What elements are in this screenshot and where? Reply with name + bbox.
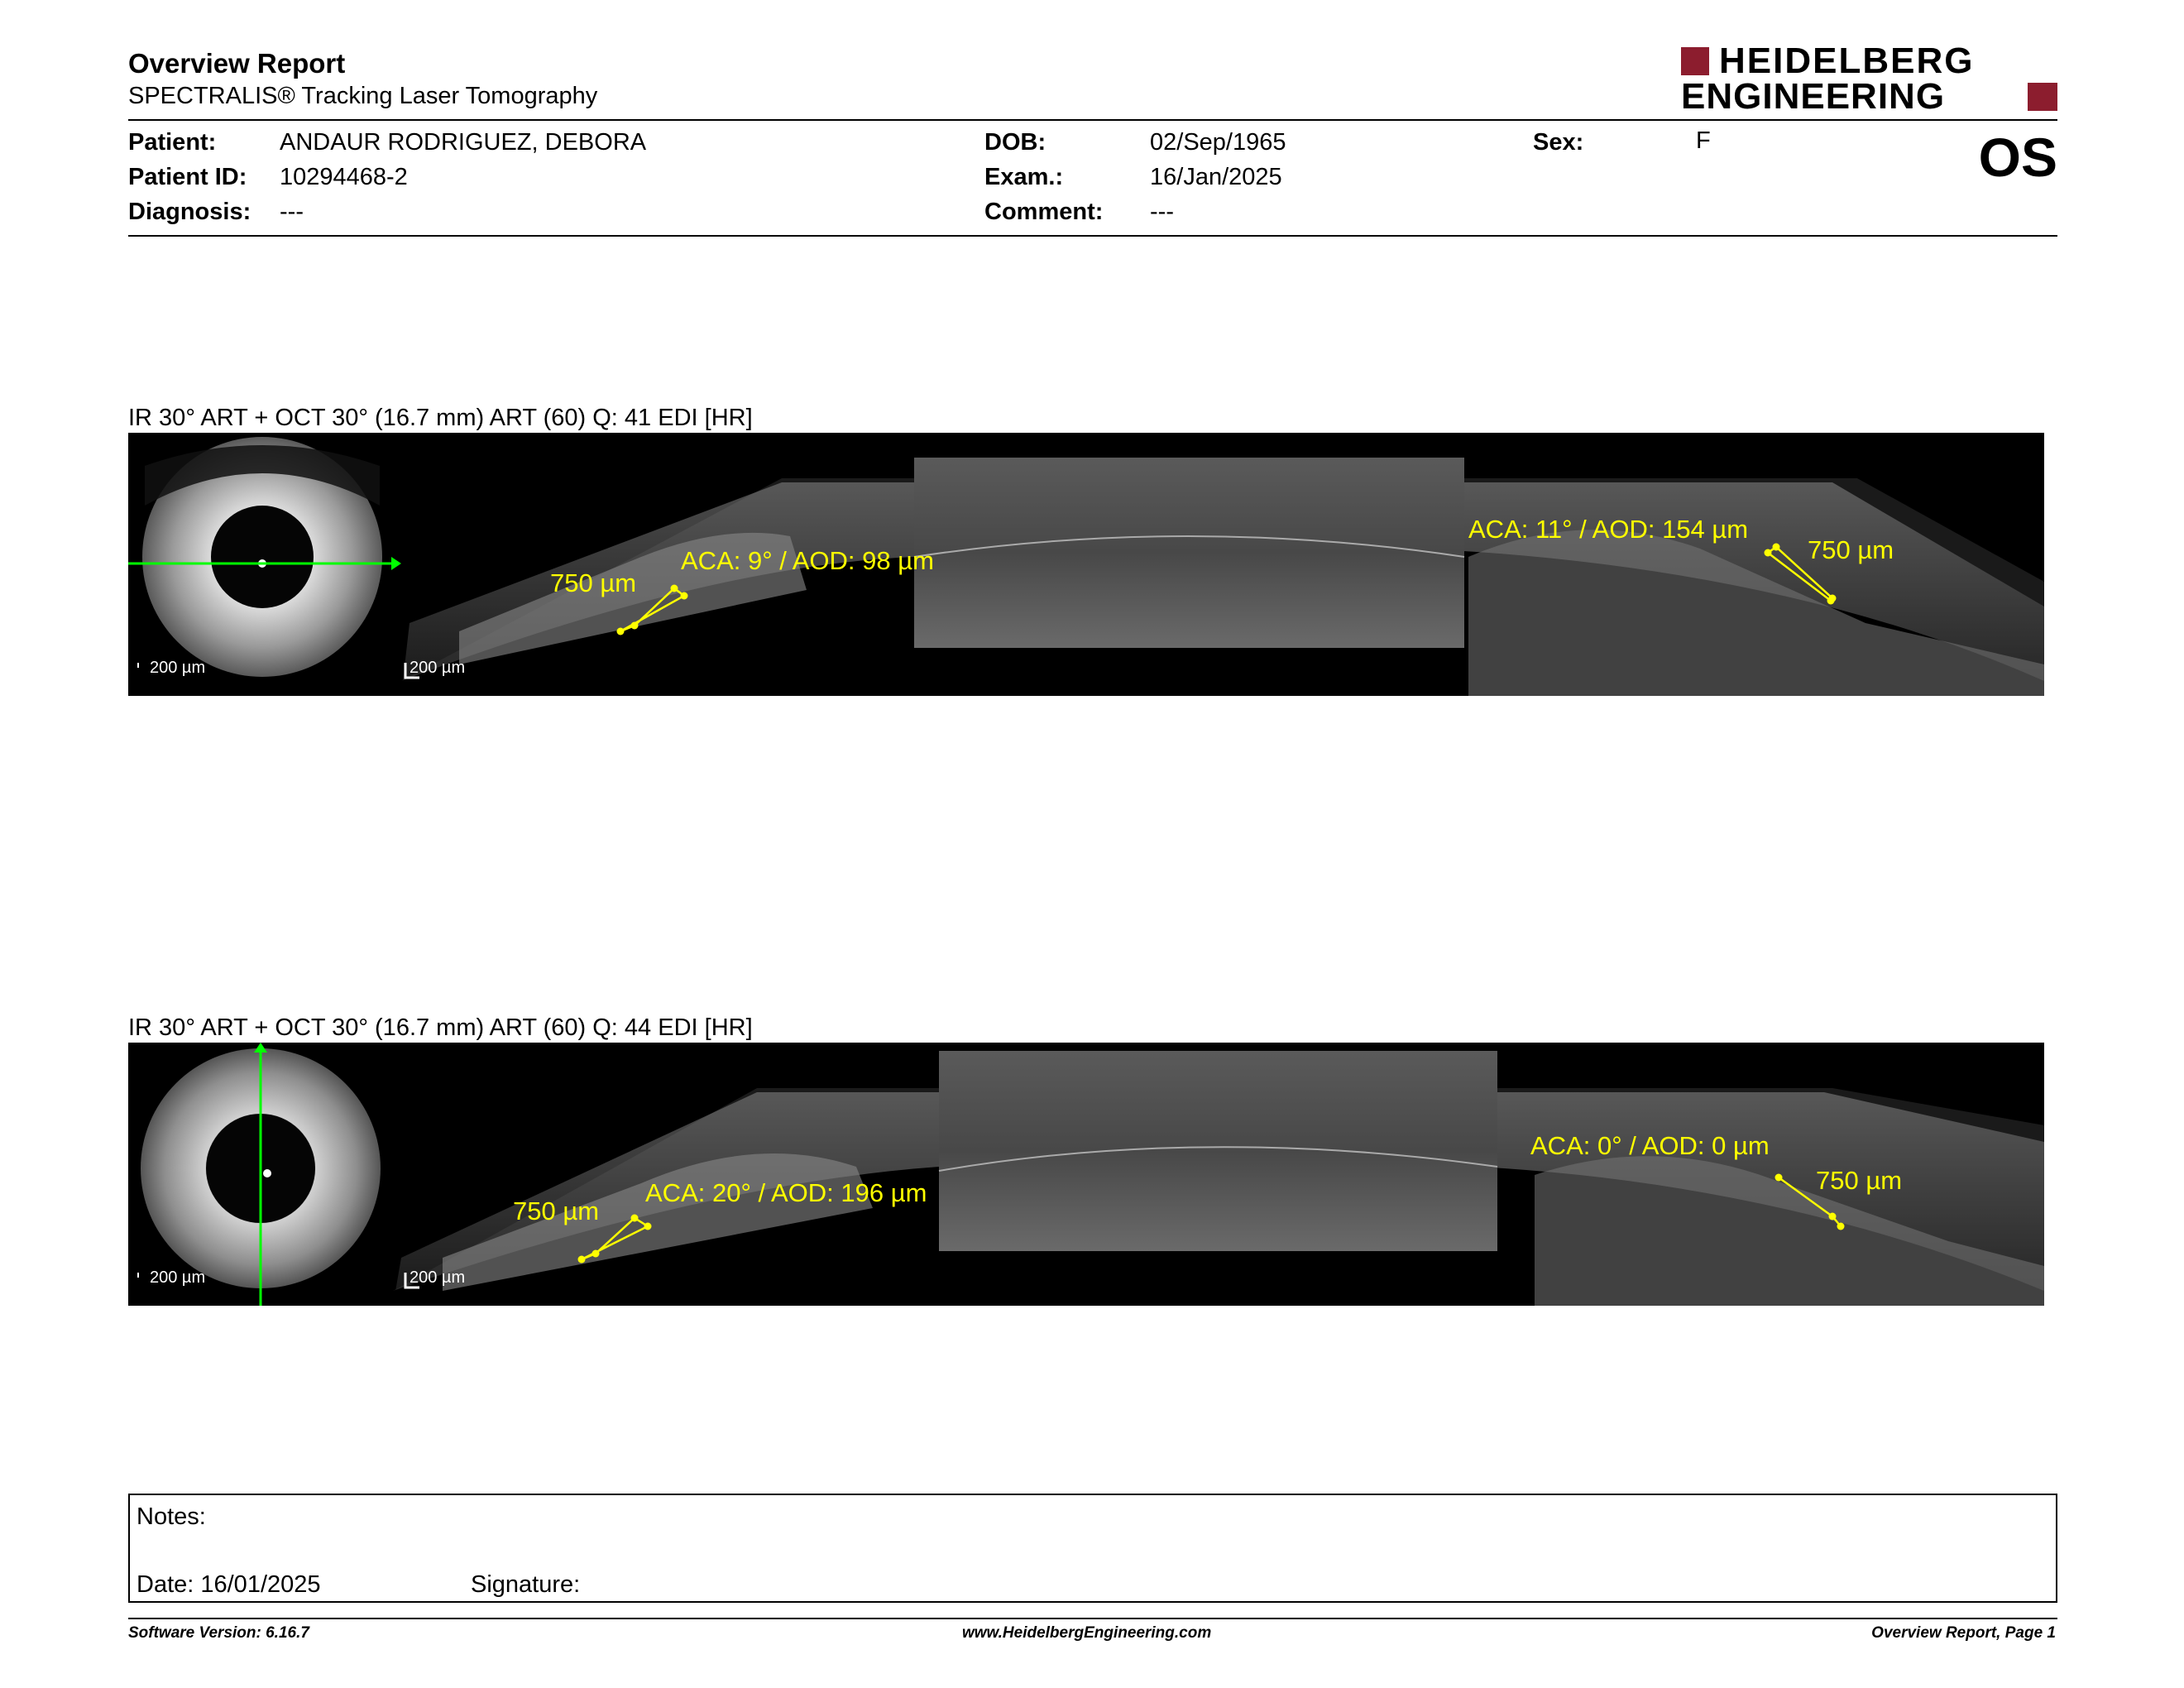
notes-signature: Signature: [471, 1571, 581, 1598]
header-divider [128, 119, 2057, 121]
dob-label: DOB: [984, 129, 1046, 156]
logo-line-2 [1681, 76, 2057, 117]
scan-1-ir-scale: 200 µm [150, 659, 206, 677]
notes-box [128, 1494, 2057, 1603]
scan-1-image [128, 433, 2044, 696]
logo-square-icon [1681, 47, 1709, 75]
exam-label: Exam.: [984, 164, 1064, 190]
scan-2-left-annotation: ACA: 20° / AOD: 196 µm [645, 1178, 927, 1207]
patient-divider [128, 235, 2057, 237]
scan-2-oct-scale: 200 µm [410, 1268, 466, 1287]
logo-text-1: HEIDELBERG [1719, 41, 1975, 81]
scan-1-panel [128, 433, 2044, 696]
sex-label: Sex: [1533, 129, 1584, 156]
patient-id-label: Patient ID: [128, 164, 247, 190]
patient-id: 10294468-2 [280, 164, 408, 190]
diagnosis-label: Diagnosis: [128, 199, 251, 225]
footer-website[interactable]: www.HeidelbergEngineering.com [962, 1624, 1212, 1642]
scan-2-right-annotation: ACA: 0° / AOD: 0 µm [1530, 1131, 1770, 1160]
patient-name: ANDAUR RODRIGUEZ, DEBORA [280, 129, 647, 156]
exam-value: 16/Jan/2025 [1150, 164, 1282, 190]
scan-2-image [128, 1043, 2044, 1306]
scan-2-right-distance: 750 µm [1816, 1166, 1903, 1195]
report-title: Overview Report [128, 48, 346, 79]
eye-indicator: OS [1978, 127, 2057, 188]
patient-label: Patient: [128, 129, 217, 156]
scan-2-left-distance: 750 µm [513, 1196, 600, 1225]
notes-date: Date: 16/01/2025 [136, 1571, 321, 1598]
footer-page: Overview Report, Page 1 [1871, 1624, 2056, 1642]
footer-software: Software Version: 6.16.7 [128, 1624, 309, 1642]
notes-label: Notes: [136, 1503, 206, 1530]
logo-square-icon-2 [2028, 83, 2057, 111]
logo-text-2: ENGINEERING [1681, 76, 1946, 117]
scan-2-ir-scale: 200 µm [150, 1268, 206, 1287]
logo-line-1 [1681, 41, 2057, 81]
scan-1-left-annotation: ACA: 9° / AOD: 98 µm [681, 546, 934, 575]
report-subtitle: SPECTRALIS® Tracking Laser Tomography [128, 83, 598, 109]
scan-1-caption: IR 30° ART + OCT 30° (16.7 mm) ART (60) Q: 41 EDI [HR] [128, 405, 753, 431]
scan-1-right-annotation: ACA: 11° / AOD: 154 µm [1468, 515, 1749, 544]
comment-label: Comment: [984, 199, 1104, 225]
scan-1-oct-scale: 200 µm [410, 659, 466, 677]
dob-value: 02/Sep/1965 [1150, 129, 1286, 156]
footer-divider [128, 1618, 2057, 1619]
scan-1-left-distance: 750 µm [550, 568, 637, 597]
scan-1-right-distance: 750 µm [1808, 535, 1894, 564]
diagnosis-value: --- [280, 199, 304, 225]
sex-value: F [1696, 127, 1711, 154]
comment-value: --- [1150, 199, 1174, 225]
scan-2-panel [128, 1043, 2044, 1306]
scan-2-caption: IR 30° ART + OCT 30° (16.7 mm) ART (60) Q: 44 EDI [HR] [128, 1014, 753, 1041]
